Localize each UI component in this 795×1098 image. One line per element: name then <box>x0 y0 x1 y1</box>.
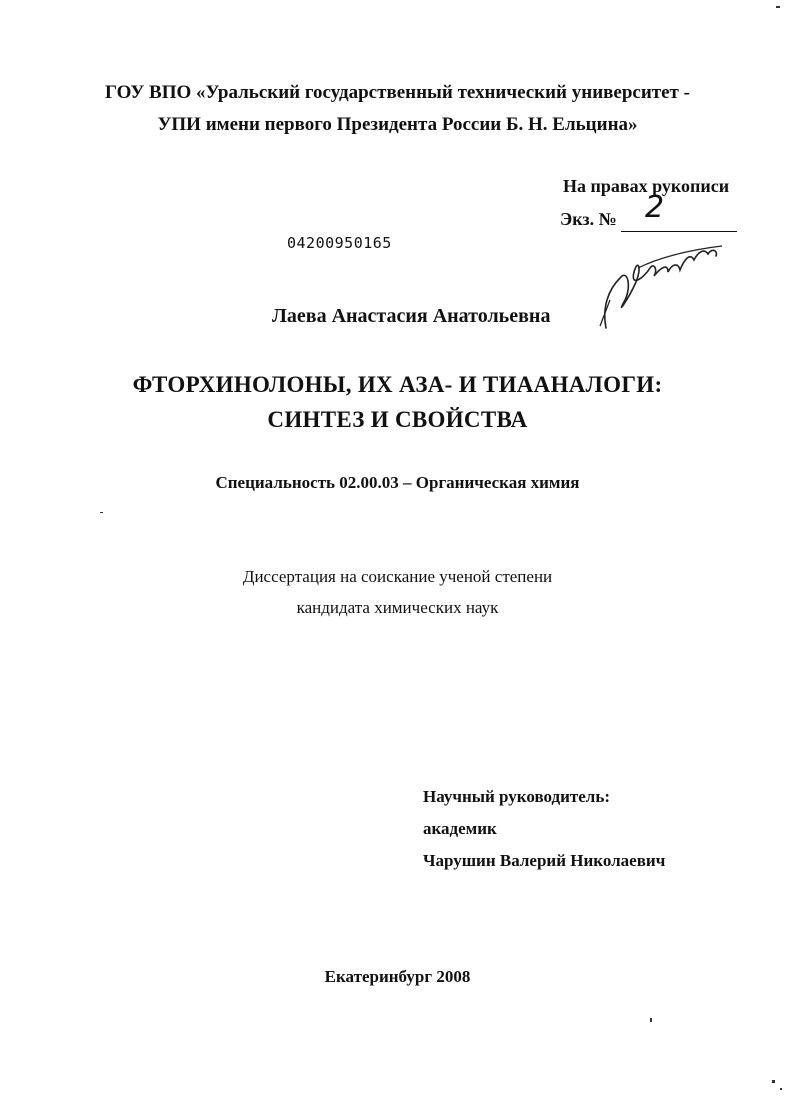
supervisor-label: Научный руководитель: <box>423 787 610 806</box>
copy-number-label: Экз. № <box>560 209 617 229</box>
archive-number: 04200950165 <box>287 234 392 252</box>
dissertation-type-line1: Диссертация на соискание ученой степени <box>242 567 553 586</box>
author-signature <box>598 238 728 330</box>
city-year: Екатеринбург 2008 <box>324 967 471 986</box>
scan-speck <box>650 1018 652 1022</box>
supervisor-rank: академик <box>423 819 497 838</box>
specialty: Специальность 02.00.03 – Органическая химия <box>215 473 580 492</box>
dissertation-type-line2: кандидата химических наук <box>296 598 499 617</box>
scan-speck <box>776 6 780 8</box>
author-name: Лаева Анастасия Анатольевна <box>272 305 551 327</box>
dissertation-title-line1: ФТОРХИНОЛОНЫ, ИХ АЗА- И ТИААНАЛОГИ: <box>132 372 663 397</box>
manuscript-rights-note: На правах рукописи <box>563 176 730 196</box>
scan-speck <box>100 512 103 513</box>
copy-number-underline <box>621 231 737 232</box>
scan-speck <box>780 1088 782 1090</box>
scan-speck <box>772 1080 775 1083</box>
dissertation-title-line2: СИНТЕЗ И СВОЙСТВА <box>267 407 528 432</box>
institution-name-line1: ГОУ ВПО «Уральский государственный технический университет - <box>105 82 690 103</box>
institution-name-line2: УПИ имени первого Президента России Б. Н. Ельцина» <box>157 114 638 135</box>
supervisor-name: Чарушин Валерий Николаевич <box>423 851 666 870</box>
copy-number-handwritten: 2 <box>645 190 665 225</box>
